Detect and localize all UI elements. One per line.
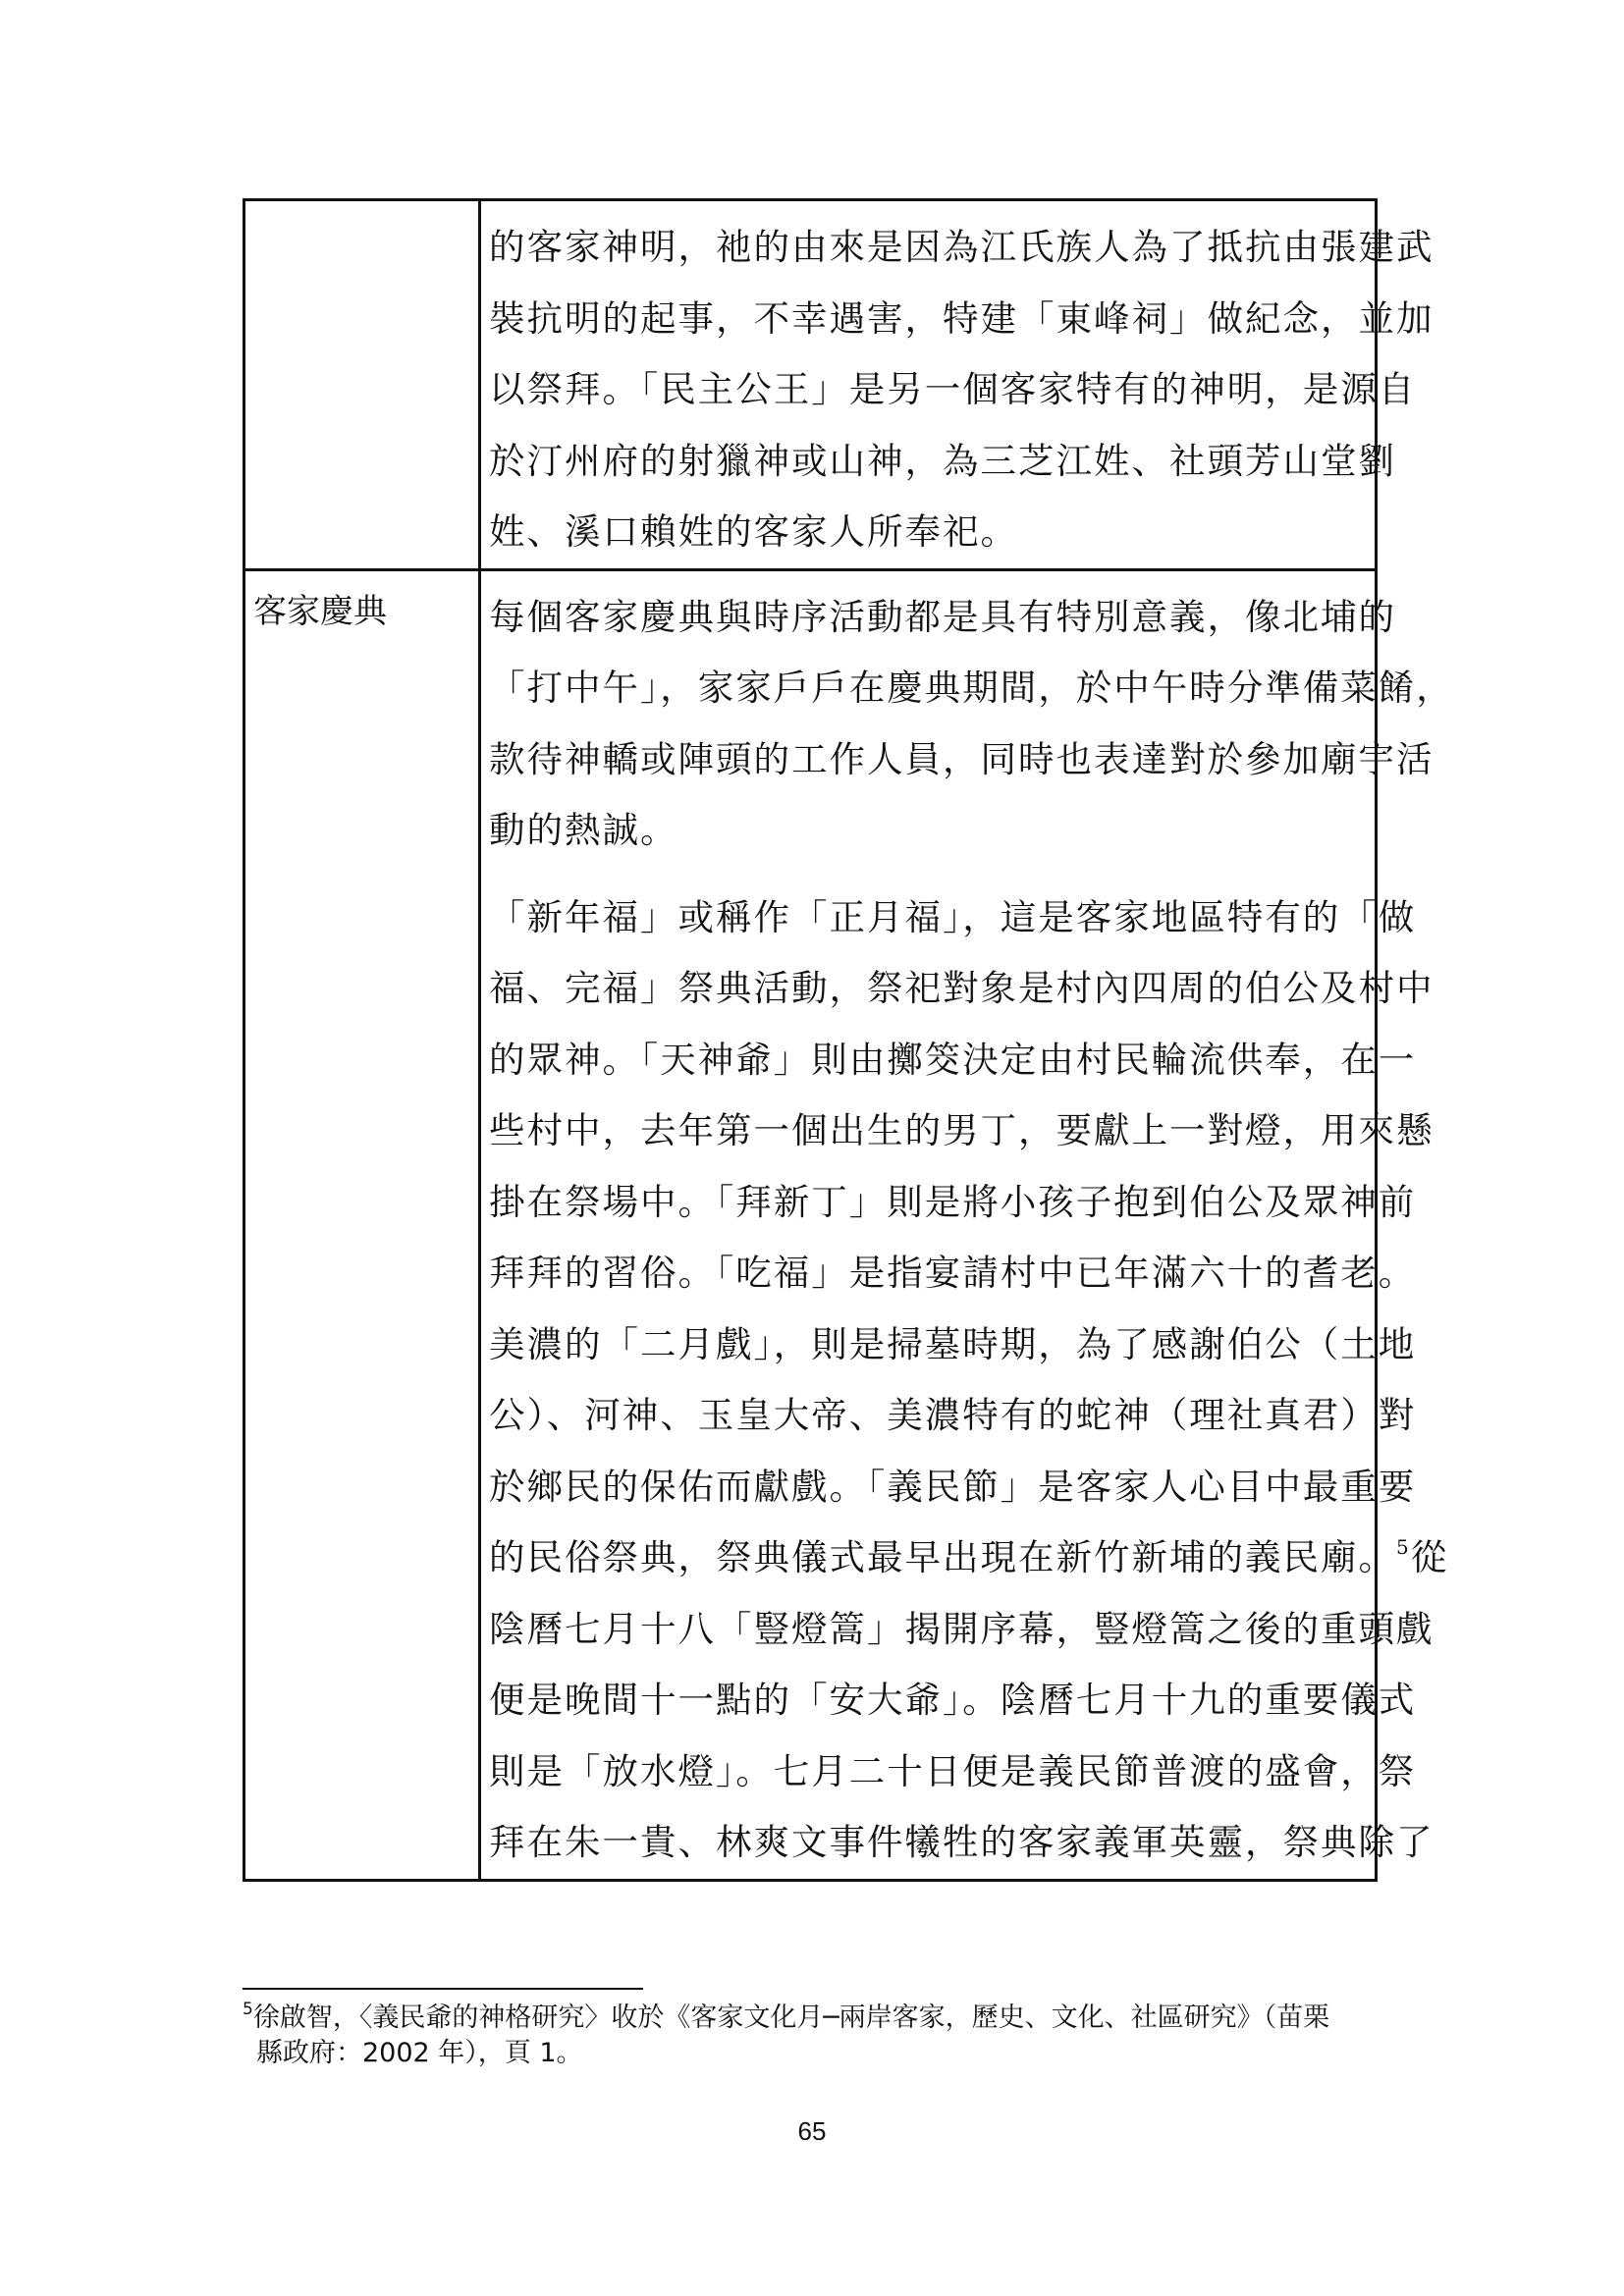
text-line: 於鄉民的保佑而獻戲。「義民節」是客家人心目中最重要: [489, 1465, 1417, 1508]
row-content-cell: [480, 569, 1454, 1880]
text-line: 「新年福」或稱作「正月福」，這是客家地區特有的「做: [489, 895, 1417, 938]
page-number: 65: [797, 2116, 827, 2146]
text-line: 些村中，去年第一個出生的男丁，要獻上一對燈，用來懸: [489, 1109, 1435, 1151]
text-line: 掛在祭場中。「拜新丁」則是將小孩子抱到伯公及眾神前: [489, 1180, 1417, 1223]
text-line: 陰曆七月十八「豎燈篙」揭開序幕，豎燈篙之後的重頭戲: [489, 1607, 1435, 1650]
paragraph: [481, 867, 1449, 1879]
text-line: 美濃的「二月戲」，則是掃墓時期，為了感謝伯公（土地: [489, 1322, 1417, 1365]
text-line: 拜拜的習俗。「吃福」是指宴請村中已年滿六十的耆老。: [489, 1252, 1417, 1294]
text-line: 便是晚間十一點的「安大爺」。陰曆七月十九的重要儀式: [489, 1679, 1417, 1721]
paragraph: [481, 201, 1435, 568]
text-line: 公）、河神、玉皇大帝、美濃特有的蛇神（理社真君）對: [489, 1394, 1417, 1436]
paragraph: [481, 571, 1454, 867]
text-line: 裝抗明的起事，不幸遇害，特建「東峰祠」做紀念，並加: [489, 296, 1435, 340]
footnote-reference[interactable]: 5: [1396, 1535, 1411, 1559]
text-line: 以祭拜。「民主公王」是另一個客家特有的神明，是源自: [489, 368, 1417, 410]
text-line: 每個客家慶典與時序活動都是具有特別意義，像北埔的: [489, 595, 1396, 638]
row-content-cell: [480, 200, 1435, 570]
text-line: 姓、溪口賴姓的客家人所奉祀。: [489, 510, 1018, 553]
footnote-separator: [243, 1988, 643, 1990]
text-line: 福、完福」祭典活動，祭祀對象是村內四周的伯公及村中: [489, 967, 1435, 1009]
text-line: 拜在朱一貴、林爽文事件犧牲的客家義軍英靈，祭典除了: [489, 1821, 1435, 1863]
text-line: 於汀州府的射獵神或山神，為三芝江姓、社頭芳山堂劉: [489, 439, 1396, 482]
text-line: [489, 1522, 1449, 1594]
text-line: 的眾神。「天神爺」則由擲筊決定由村民輪流供奉，在一: [489, 1038, 1417, 1081]
text-line: 「打中午」，家家戶戶在慶典期間，於中午時分準備菜餚，: [489, 667, 1454, 709]
text-line: 款待神轎或陣頭的工作人員，同時也表達對於參加廟宇活: [489, 737, 1435, 780]
footnote-line: 縣政府：2002 年），頁 1。: [256, 2038, 583, 2068]
row-label: 客家慶典: [253, 591, 387, 631]
text-line: 的客家神明，祂的由來是因為江氏族人為了抵抗由張建武: [489, 226, 1435, 268]
footnote: [243, 2001, 1381, 2071]
table-row: [244, 200, 1377, 570]
text-line: 則是「放水燈」。七月二十日便是義民節普渡的盛會，祭: [489, 1749, 1417, 1792]
footnote-line: [243, 2002, 1329, 2033]
text-segment: 的民俗祭典，祭典儀式最早出現在新竹新埔的義民廟。: [489, 1536, 1396, 1578]
text-segment: 從: [1410, 1536, 1449, 1578]
content-table: [243, 198, 1454, 1882]
row-label: [245, 201, 478, 212]
row-label-cell: [244, 200, 480, 570]
footnote-number: 5: [243, 2000, 253, 2019]
row-label-cell: [244, 569, 480, 1880]
text-line: 動的熱誠。: [489, 809, 678, 851]
table-row: [244, 569, 1377, 1880]
footnote-text: 徐啟智，〈義民爺的神格研究〉收於《客家文化月─兩岸客家，歷史、文化、社區研究》（苗栗: [252, 2002, 1330, 2033]
